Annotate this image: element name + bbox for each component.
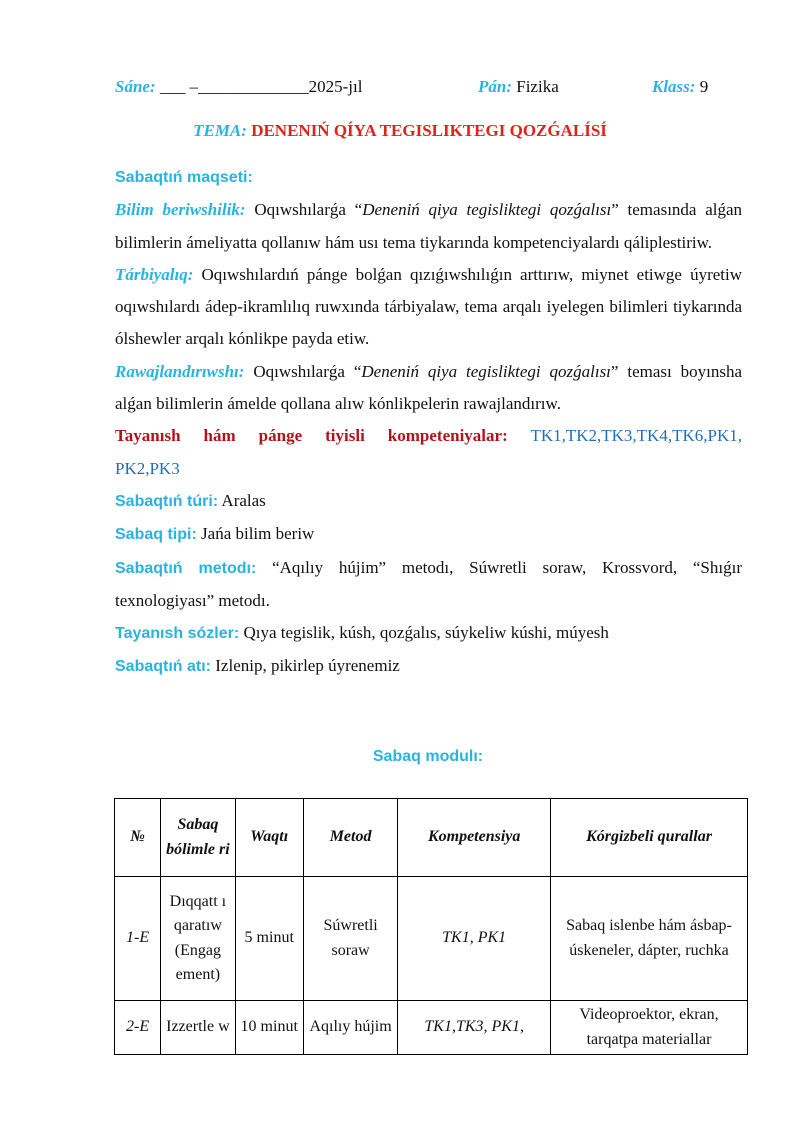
module-title: Sabaq modulı: <box>372 748 484 765</box>
subject-field <box>478 77 559 97</box>
topic-title <box>0 121 800 141</box>
subject-value: Fizika <box>516 77 559 96</box>
subject-label: Pán: <box>478 77 512 96</box>
row-number: 2-E <box>115 1001 161 1055</box>
competencies-label: Tayanısh hám pánge tiyisli kompeteniyalar: <box>115 426 508 446</box>
module-table <box>114 798 748 1055</box>
class-field <box>652 77 708 97</box>
table-header-row <box>115 799 748 877</box>
col-time-header: Waqtı <box>235 799 303 877</box>
lesson-details <box>115 161 742 684</box>
lesson-name: Sabaqtıń atı: Izlenip, pikirlep úyrenemiz <box>115 656 400 676</box>
row-method: Súwretli soraw <box>303 877 397 1001</box>
topic-label: TEMA: <box>193 121 247 140</box>
lesson-type: Sabaq tipi: Jańa bilim beriw <box>115 524 315 544</box>
row-tools: Sabaq islenbe hám ásbap-úskeneler, dápter, ruchka <box>551 877 748 1001</box>
lesson-kind: Sabaqtıń túri: Aralas <box>115 490 266 510</box>
col-section-header: Sabaq bólimle ri <box>161 799 235 877</box>
col-number-header: № <box>115 799 161 877</box>
goal-development-label: Rawajlandırıwshı: <box>115 361 245 381</box>
competencies-cont: PK2,PK3 <box>115 458 180 478</box>
lesson-method: Sabaqtıń metodı: “Aqılıy hújim” metodı, Súwretli soraw, Krossvord, “Shıǵır texnologiyası” metodı. <box>115 557 742 610</box>
row-time: 10 minut <box>235 1001 303 1055</box>
row-competence: TK1,TK3, PK1, <box>398 1001 551 1055</box>
class-value: 9 <box>699 77 709 96</box>
row-competence: TK1, PK1 <box>398 877 551 1001</box>
goal-education: Bilim beriwshilik: Oqıwshılarǵa “Deneniń qiya tegisliktegi qozǵalısı” temasında alǵan bilimlerin ámeliyatta qollanıw hám usı tema tiykarında kompetenciyalardı qáliplestiriw. <box>115 200 743 252</box>
competencies <box>115 420 742 452</box>
table-row <box>115 877 748 1001</box>
date-field <box>115 77 362 97</box>
row-number: 1-E <box>115 877 161 1001</box>
class-label: Klass: <box>652 77 696 96</box>
competencies-value: TK1,TK2,TK3,TK4,TK6,PK1, <box>530 426 742 446</box>
row-tools: Videoproektor, ekran, tarqatpa materiallar <box>551 1001 748 1055</box>
col-competence-header: Kompetensiya <box>398 799 551 877</box>
goal-development: Rawajlandırıwshı: Oqıwshılarǵa “Deneniń qiya tegisliktegi qozǵalısı” teması boyınsha alǵan bilimlerin ámelde qollana alıw kónlikpelerin rawajlandırıw. <box>115 361 742 414</box>
goal-education-label: Bilim beriwshilik: <box>115 200 246 220</box>
col-method-header: Metod <box>303 799 397 877</box>
table-row <box>115 1001 748 1055</box>
goal-upbringing: Tárbiyalıq: Oqıwshılardıń pánge bolǵan qızıǵıwshılıǵın arttırıw, miynet etiwge úyretiw oqıwshılardı ádep-ikramlılıq ruwxında tárbiyalaw, tema arqalı iyelegen bilimleri tiykarında ólshewler arqalı kónlikpe payda etiw. <box>115 264 742 349</box>
date-label: Sáne: <box>115 77 156 96</box>
date-value: ___ –_____________2025-jıl <box>159 77 363 96</box>
key-words: Tayanısh sózler: Qıya tegislik, kúsh, qozǵalıs, súykeliw kúshi, múyesh <box>115 623 609 643</box>
row-section: Dıqqatt ı qaratıw (Engag ement) <box>161 877 235 1001</box>
row-section: Izzertle w <box>161 1001 235 1055</box>
topic-name: DENENIŃ QÍYA TEGISLIKTEGI QOZǴALÍSÍ <box>251 121 607 140</box>
row-method: Aqılıy hújim <box>303 1001 397 1055</box>
goals-heading: Sabaqtıń maqseti: <box>115 169 253 186</box>
goal-upbringing-label: Tárbiyalıq: <box>115 264 194 284</box>
col-tools-header: Kórgizbeli qurallar <box>551 799 748 877</box>
row-time: 5 minut <box>235 877 303 1001</box>
